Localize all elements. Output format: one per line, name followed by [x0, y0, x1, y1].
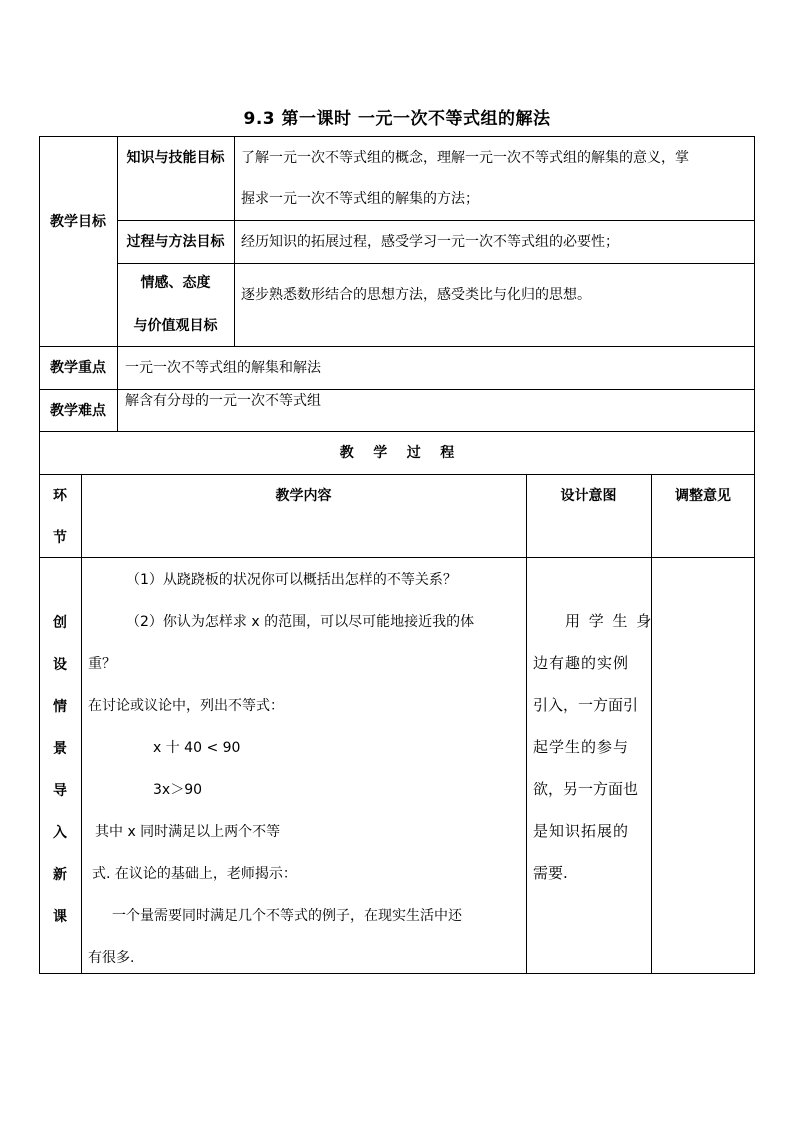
intent-line: 用 学 生 身: [565, 612, 654, 630]
stage-char: 创: [53, 615, 67, 631]
intent-line: 引入，一方面引: [533, 696, 639, 714]
knowledge-goal-text-line1: 了解一元一次不等式组的概念，理解一元一次不等式组的解集的意义，掌: [241, 150, 689, 166]
stage-char: 入: [53, 825, 67, 841]
knowledge-goal-text-line2: 握求一元一次不等式组的解集的方法；: [241, 191, 479, 207]
col-divider: [81, 474, 82, 974]
stage-char: 导: [53, 783, 67, 799]
intent-header: 设计意图: [560, 488, 617, 504]
row-divider: [117, 220, 755, 221]
intent-line: 是知识拓展的: [533, 822, 630, 840]
col-divider: [651, 474, 652, 974]
key-point-text: 一元一次不等式组的解集和解法: [125, 360, 321, 376]
intent-line: 需要.: [533, 864, 568, 882]
content-line: 有很多.: [88, 950, 135, 966]
stage-char: 新: [53, 867, 67, 883]
intent-line: 边有趣的实例: [533, 654, 630, 672]
content-line: （1）从跷跷板的状况你可以概括出怎样的不等关系？: [126, 572, 457, 588]
row-divider: [39, 431, 755, 432]
emotion-goal-text: 逐步熟悉数形结合的思想方法，感受类比与化归的思想。: [241, 287, 591, 303]
content-line: 其中 x 同时满足以上两个不等: [95, 824, 281, 840]
content-line: 重？: [88, 656, 116, 672]
key-point-label: 教学重点: [50, 360, 106, 376]
content-line: 在讨论或议论中，列出不等式：: [88, 698, 284, 714]
inequality-1: x 十 40 < 90: [153, 740, 241, 756]
inequality-2: 3x＞90: [153, 782, 203, 798]
stage-header-line2: 节: [53, 530, 67, 546]
process-goal-label: 过程与方法目标: [126, 234, 225, 250]
row-divider: [39, 557, 755, 558]
row-divider: [39, 474, 755, 475]
objectives-header: 教学目标: [50, 214, 106, 230]
intent-line: 起学生的参与: [533, 738, 630, 756]
emotion-goal-label-line1: 情感、态度: [140, 275, 211, 291]
col-divider: [526, 474, 527, 974]
page-title: 9.3 第一课时 一元一次不等式组的解法: [243, 109, 551, 129]
content-line: （2）你认为怎样求 x 的范围，可以尽可能地接近我的体: [126, 614, 475, 630]
row-divider: [39, 346, 755, 347]
lesson-table: [39, 136, 755, 974]
stage-char: 情: [53, 699, 67, 715]
stage-char: 课: [53, 909, 67, 925]
col-divider: [234, 136, 235, 347]
content-line: 式. 在议论的基础上，老师揭示：: [92, 866, 297, 882]
stage-char: 设: [53, 657, 67, 673]
row-divider: [117, 263, 755, 264]
knowledge-goal-label: 知识与技能目标: [126, 150, 225, 166]
row-divider: [39, 389, 755, 390]
process-header: 教 学 过 程: [339, 445, 455, 461]
process-goal-text: 经历知识的拓展过程，感受学习一元一次不等式组的必要性；: [241, 234, 619, 250]
difficulty-text: 解含有分母的一元一次不等式组: [125, 393, 321, 409]
intent-line: 欲，另一方面也: [533, 780, 639, 798]
content-line: 一个量需要同时满足几个不等式的例子，在现实生活中还: [112, 908, 462, 924]
stage-char: 景: [53, 741, 67, 757]
adjust-header: 调整意见: [675, 488, 731, 504]
stage-header-line1: 环: [53, 488, 67, 504]
emotion-goal-label-line2: 与价值观目标: [133, 318, 218, 334]
content-header: 教学内容: [275, 488, 332, 504]
difficulty-label: 教学难点: [50, 403, 106, 419]
